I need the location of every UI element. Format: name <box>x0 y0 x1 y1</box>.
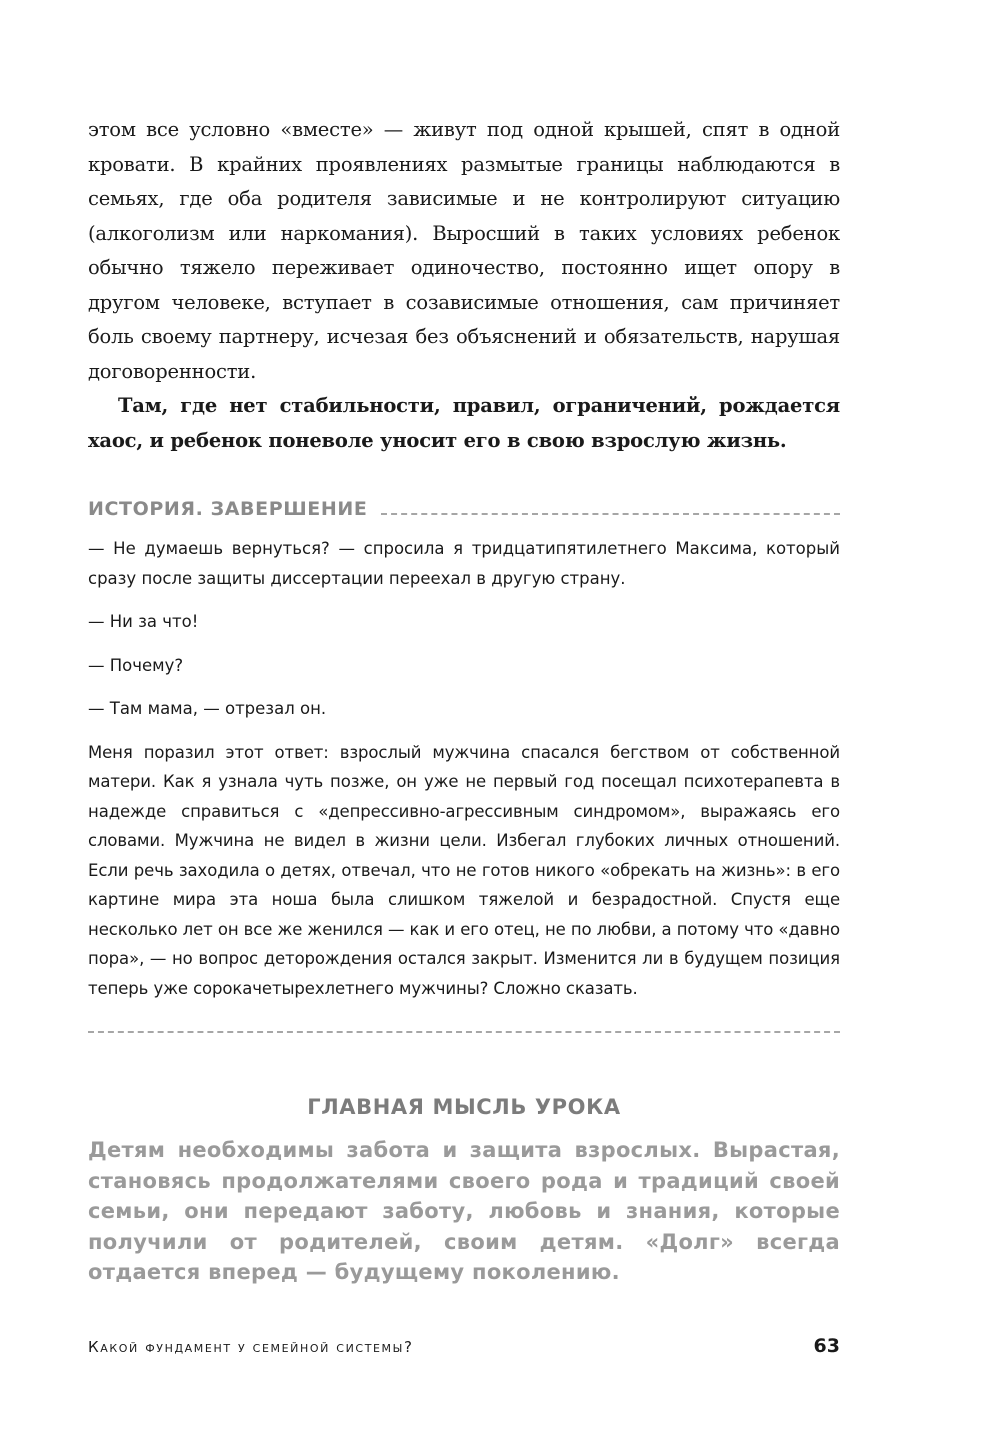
story-narration: Меня поразил этот ответ: взрослый мужчина спасался бегством от собственной матери. Как я узнала чуть позже, он уже не первый год посещал психотерапевта в надежде справиться с «депрессивно-агрессивным синдромом», выражаясь его словами. Мужчина не видел в жизни цели. Избегал глубоких личных отношений. Если речь заходила о детях, отвечал, что не готов никого «обрекать на жизнь»: в его картине мира эта ноша была слишком тяжелой и безрадостной. Спустя еще несколько лет он все же женился — как и его отец, не по любви, а потому что «давно пора», — но вопрос деторождения остался закрыт. Изменится ли в будущем позиция теперь уже сорокачетырехлетнего мужчины? Сложно сказать. <box>88 742 840 998</box>
dialogue-line: — Не думаешь вернуться? — спросила я тридцатипятилетнего Максима, который сразу после защиты диссертации переехал в другую страну. <box>88 539 840 588</box>
emphasis-paragraph: Там, где нет стабильности, правил, ограничений, рождается хаос, и ребенок поневоле уносит его в свою взрослую жизнь. <box>88 394 840 452</box>
book-page <box>88 113 840 1288</box>
dialogue-line: — Ни за что! <box>88 612 199 631</box>
intro-paragraph: этом все условно «вместе» — живут под одной крышей, спят в одной кровати. В крайних проявлениях размытые границы наблюдаются в семьях, где оба родителя зависимые и не контролируют ситуацию (алкоголизм или наркомания). Выросший в таких условиях ребенок обычно тяжело переживает одиночество, постоянно ищет опору в другом человеке, вступает в созависимые отношения, сам причиняет боль своему партнеру, исчезая без объяснений и обязательств, нарушая договоренности. <box>88 118 840 383</box>
main-idea-text: Детям необходимы забота и защита взрослых. Вырастая, становясь продолжателями своего рода и традиций своей семьи, они передают заботу, любовь и знания, которые получили от родителей, своим детям. «Долг» всегда отдается вперед — будущему поколению. <box>88 1138 840 1284</box>
story-title: ИСТОРИЯ. ЗАВЕРШЕНИЕ <box>88 498 368 520</box>
main-idea-section <box>88 1095 840 1288</box>
story-box <box>88 498 840 1033</box>
page-footer <box>88 1335 840 1357</box>
dialogue-line: — Там мама, — отрезал он. <box>88 699 327 718</box>
page-number: 63 <box>813 1335 840 1357</box>
dashed-divider-bottom <box>88 1031 840 1033</box>
dashed-divider <box>381 513 840 515</box>
story-header <box>88 498 840 520</box>
dialogue-line: — Почему? <box>88 655 184 675</box>
intro-section <box>88 113 840 458</box>
main-idea-title: ГЛАВНАЯ МЫСЛЬ УРОКА <box>307 1095 621 1119</box>
running-title: Какой фундамент у семейной системы? <box>88 1338 414 1356</box>
